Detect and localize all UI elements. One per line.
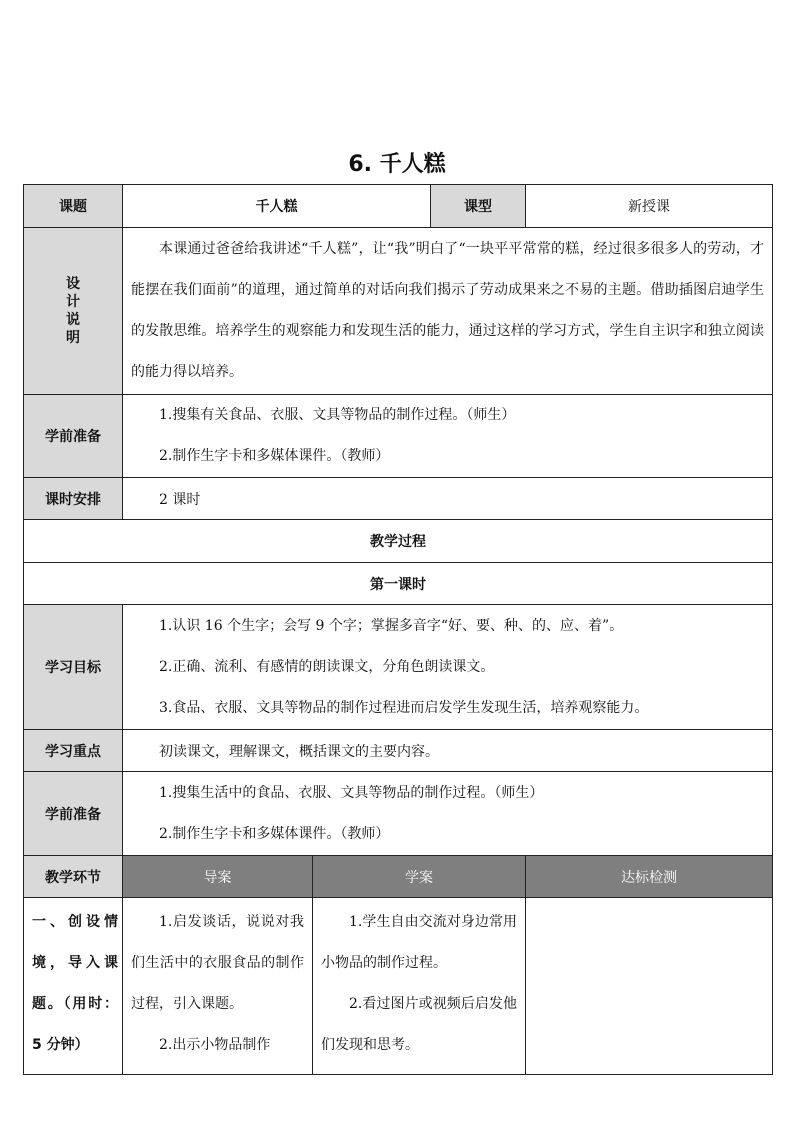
step1-check — [526, 898, 773, 1075]
design-label: 设计说明 — [66, 276, 80, 346]
schedule-value: 2 课时 — [123, 478, 773, 520]
prep1-cell — [123, 395, 773, 478]
lesson1-title-row — [24, 563, 773, 605]
goals-cell — [123, 605, 773, 730]
step1-guide-item: 2.出示小物品制作 — [159, 1037, 271, 1053]
schedule-row — [24, 478, 773, 520]
process-title-row — [24, 520, 773, 563]
prep1-item: 1.搜集有关食品、衣服、文具等物品的制作过程。（师生） — [159, 407, 516, 423]
type-label: 课型 — [431, 185, 526, 228]
goals-row — [24, 605, 773, 730]
prep1-item: 2.制作生字卡和多媒体课件。（教师） — [159, 448, 390, 464]
design-text: 本课通过爸爸给我讲述“千人糕”，让“我”明白了“一块平平常常的糕，经过很多很多人的劳动，才能摆在我们面前”的道理，通过简单的对话向我们揭示了劳动成果来之不易的主题。借助插图启迪学生的发散思维。培养学生的观察能力和发现生活的能力，通过这样的学习方式，学生自主识字和独立阅读的能力得以培养。 — [131, 241, 764, 380]
prep2-cell — [123, 772, 773, 856]
focus-label: 学习重点 — [24, 730, 123, 772]
step1-study — [313, 898, 526, 1075]
col-stage: 教学环节 — [24, 856, 123, 898]
prep1-label: 学前准备 — [24, 395, 123, 478]
focus-text: 初读课文，理解课文，概括课文的主要内容。 — [123, 730, 773, 772]
prep1-row — [24, 395, 773, 478]
topic-row — [24, 185, 773, 228]
goal-item: 1.认识 16 个生字；会写 9 个字；掌握多音字“好、要、种、的、应、着”。 — [159, 617, 624, 634]
goal-item: 2.正确、流利、有感情的朗读课文，分角色朗读课文。 — [159, 658, 495, 675]
columns-header-row — [24, 856, 773, 898]
prep2-item: 2.制作生字卡和多媒体课件。（教师） — [159, 825, 390, 842]
step1-stage: 一、创设情境，导入课题。（用时：5 分钟） — [24, 898, 123, 1075]
schedule-label: 课时安排 — [24, 478, 123, 520]
goals-label: 学习目标 — [24, 605, 123, 730]
col-check: 达标检测 — [526, 856, 773, 898]
step1-guide-item: 1.启发谈话，说说对我们生活中的衣服食品的制作过程，引入课题。 — [131, 914, 304, 1012]
prep2-label: 学前准备 — [24, 772, 123, 856]
design-cell — [123, 228, 773, 395]
focus-row — [24, 730, 773, 772]
step1-row — [24, 898, 773, 1075]
design-row — [24, 228, 773, 395]
prep2-row — [24, 772, 773, 856]
process-title: 教学过程 — [24, 520, 773, 563]
page-title: 6. 千人糕 — [348, 152, 446, 177]
step1-study-item: 1.学生自由交流对身边常用小物品的制作过程。 — [321, 914, 517, 971]
topic-value: 千人糕 — [123, 185, 431, 228]
step1-guide — [123, 898, 313, 1075]
goal-item: 3.食品、衣服、文具等物品的制作过程进而启发学生发现生活，培养观察能力。 — [159, 699, 649, 716]
col-guide: 导案 — [123, 856, 313, 898]
design-label-cell — [24, 228, 123, 395]
type-value: 新授课 — [526, 185, 773, 228]
lesson-plan-table — [23, 184, 773, 1075]
col-study: 学案 — [313, 856, 526, 898]
prep2-item: 1.搜集生活中的食品、衣服、文具等物品的制作过程。（师生） — [159, 784, 544, 801]
lesson1-title: 第一课时 — [24, 563, 773, 605]
topic-label: 课题 — [24, 185, 123, 228]
step1-study-item: 2.看过图片或视频后启发他们发现和思考。 — [321, 996, 517, 1053]
